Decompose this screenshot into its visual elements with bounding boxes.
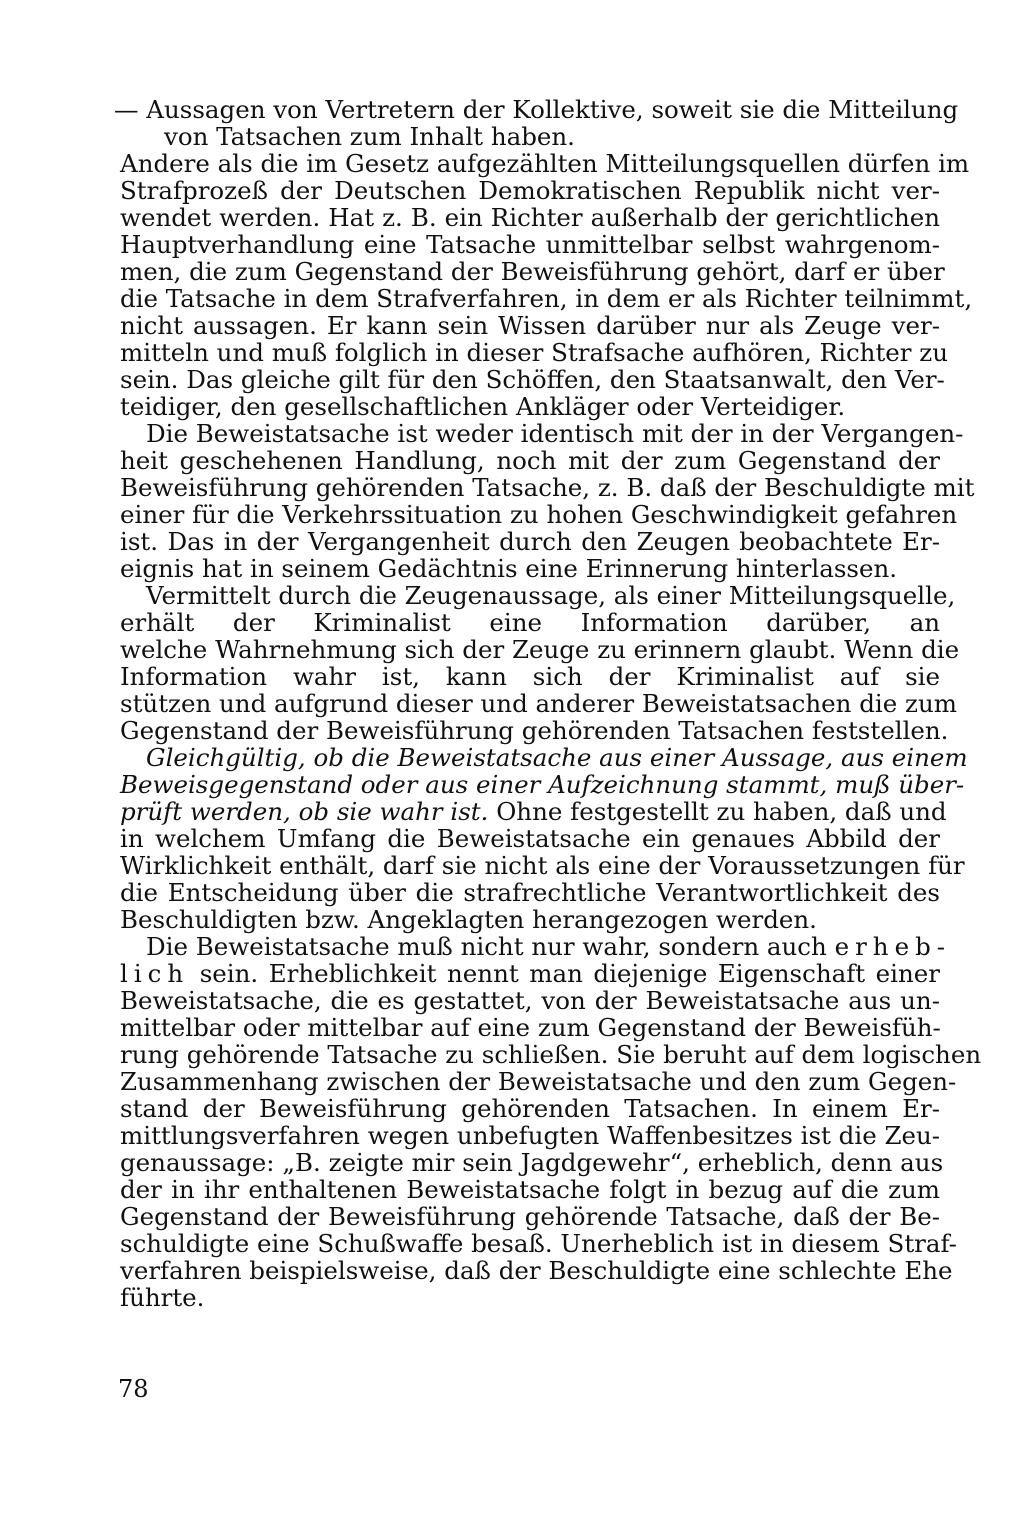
- regular-segment: sein. Erheblichkeit nennt man diejenige Eigenschaft einer: [189, 959, 940, 988]
- text-line: men, die zum Gegenstand der Beweisführung gehört, darf er über: [120, 257, 945, 286]
- text-line: die Tatsache in dem Strafverfahren, in dem er als Richter teilnimmt,: [120, 284, 973, 313]
- text-line: Vermittelt durch die Zeugenaussage, als einer Mitteilungsquelle,: [146, 581, 956, 610]
- text-line: verfahren beispielsweise, daß der Beschuldigte eine schlechte Ehe: [120, 1256, 953, 1285]
- page-number: 78: [118, 1375, 149, 1403]
- text-line: einer für die Verkehrssituation zu hohen Geschwindigkeit gefahren: [120, 500, 958, 529]
- text-line: Wirklichkeit enthält, darf sie nicht als eine der Voraussetzungen für: [120, 851, 965, 880]
- text-line: heit geschehenen Handlung, noch mit der zum Gegenstand der: [120, 446, 940, 475]
- spaced-emphasis-segment: erheb-: [834, 932, 952, 961]
- mixed-text-line: [146, 932, 952, 961]
- mixed-text-line: [120, 797, 947, 826]
- text-line: stand der Beweisführung gehörenden Tatsachen. In einem Er-: [120, 1094, 940, 1123]
- spaced-emphasis-segment: lich: [120, 959, 190, 988]
- text-line: von Tatsachen zum Inhalt haben.: [164, 122, 575, 151]
- text-line: Information wahr ist, kann sich der Kriminalist auf sie: [120, 662, 940, 691]
- text-line: Hauptverhandlung eine Tatsache unmittelbar selbst wahrgenom-: [120, 230, 940, 259]
- text-line: stützen und aufgrund dieser und anderer Beweistatsachen die zum: [120, 689, 957, 718]
- text-line: mittlungsverfahren wegen unbefugten Waffenbesitzes ist die Zeu-: [120, 1121, 941, 1150]
- text-line: wendet werden. Hat z. B. ein Richter außerhalb der gerichtlichen: [120, 203, 940, 232]
- text-line: in welchem Umfang die Beweistatsache ein genaues Abbild der: [120, 824, 940, 853]
- text-line: mittelbar oder mittelbar auf eine zum Gegenstand der Beweisfüh-: [120, 1013, 941, 1042]
- text-line: erhält der Kriminalist eine Information darüber, an: [120, 608, 940, 637]
- text-line: Gegenstand der Beweisführung gehörende Tatsache, daß der Be-: [120, 1202, 940, 1231]
- text-line: rung gehörende Tatsache zu schließen. Sie beruht auf dem logischen: [120, 1040, 982, 1069]
- text-line: nicht aussagen. Er kann sein Wissen darüber nur als Zeuge ver-: [120, 311, 940, 340]
- mixed-text-line: [120, 960, 940, 987]
- text-line: eignis hat in seinem Gedächtnis eine Erinnerung hinterlassen.: [120, 554, 898, 583]
- text-line: Beweistatsache, die es gestattet, von der Beweistatsache aus un-: [120, 986, 940, 1015]
- regular-segment: Ohne festgestellt zu haben, daß und: [488, 797, 947, 826]
- text-line: schuldigte eine Schußwaffe besaß. Unerheblich ist in diesem Straf-: [120, 1229, 957, 1258]
- text-line: Zusammenhang zwischen der Beweistatsache und den zum Gegen-: [120, 1067, 957, 1096]
- text-line: Beweisführung gehörenden Tatsache, z. B. daß der Beschuldigte mit: [120, 473, 975, 502]
- text-line: mitteln und muß folglich in dieser Strafsache aufhören, Richter zu: [120, 338, 948, 367]
- text-line: — Aussagen von Vertretern der Kollektive, soweit sie die Mitteilung: [114, 95, 959, 124]
- text-line: der in ihr enthaltenen Beweistatsache folgt in bezug auf die zum: [120, 1175, 940, 1204]
- text-line: welche Wahrnehmung sich der Zeuge zu erinnern glaubt. Wenn die: [120, 635, 960, 664]
- italic-text-line: Beweisgegenstand oder aus einer Aufzeichnung stammt, muß über-: [120, 770, 965, 799]
- text-line: Beschuldigten bzw. Angeklagten herangezogen werden.: [120, 905, 817, 934]
- italic-text-line: Gleichgültig, ob die Beweistatsache aus einer Aussage, aus einem: [146, 743, 968, 772]
- regular-segment: Die Beweistatsache muß nicht nur wahr, sondern auch: [146, 932, 835, 961]
- text-line: genaussage: „B. zeigte mir sein Jagdgewehr“, erheblich, denn aus: [120, 1148, 944, 1177]
- text-line: Gegenstand der Beweisführung gehörenden Tatsachen feststellen.: [120, 716, 949, 745]
- text-line: teidiger, den gesellschaftlichen Ankläger oder Verteidiger.: [120, 392, 846, 421]
- text-line: Strafprozeß der Deutschen Demokratischen Republik nicht ver-: [120, 176, 940, 205]
- text-line: Andere als die im Gesetz aufgezählten Mitteilungsquellen dürfen im: [120, 149, 970, 178]
- text-line: sein. Das gleiche gilt für den Schöffen, den Staatsanwalt, den Ver-: [120, 365, 945, 394]
- text-line: ist. Das in der Vergangenheit durch den Zeugen beobachtete Er-: [120, 527, 940, 556]
- text-line: führte.: [120, 1283, 205, 1312]
- italic-segment: prüft werden, ob sie wahr ist.: [120, 797, 489, 826]
- text-line: die Entscheidung über die strafrechtliche Verantwortlichkeit des: [120, 878, 940, 907]
- text-line: Die Beweistatsache ist weder identisch mit der in der Vergangen-: [146, 419, 964, 448]
